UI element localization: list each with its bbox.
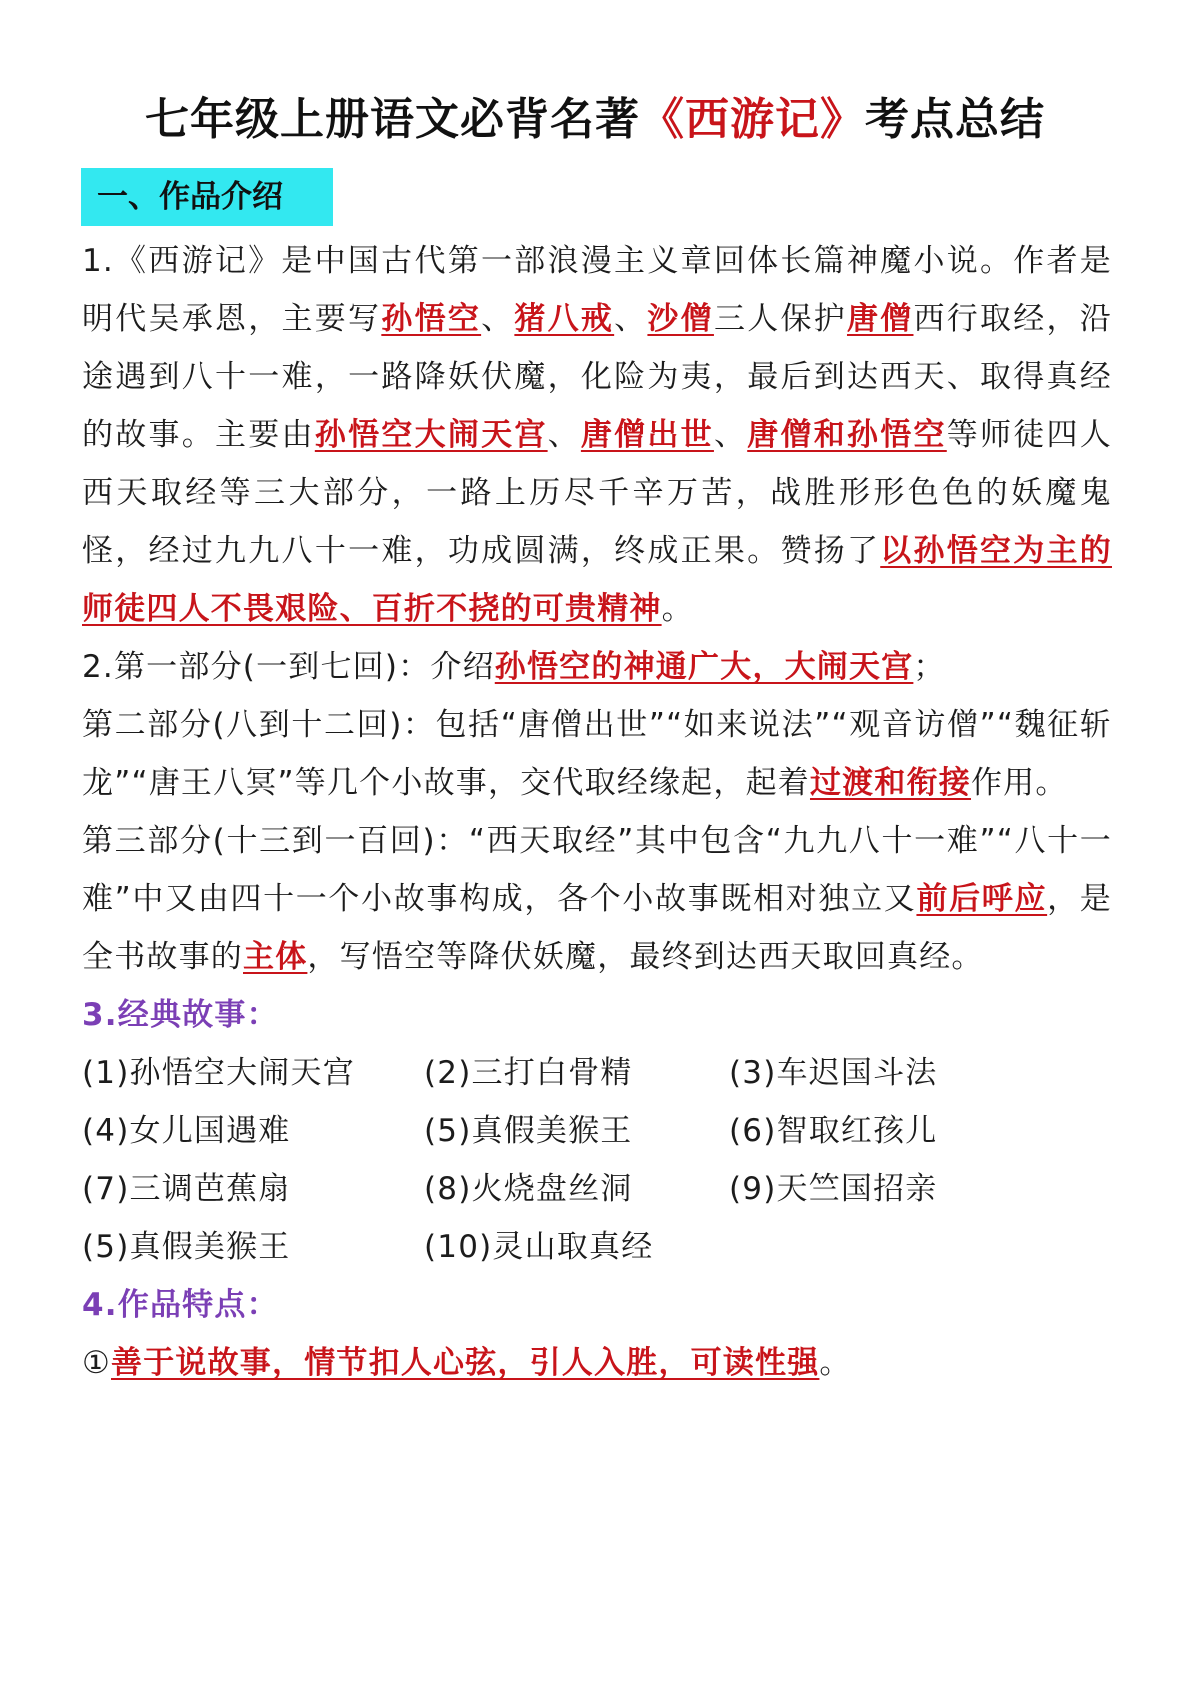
story-item: (8)火烧盘丝洞 (424, 1171, 633, 1207)
paragraph-part-two: 第二部分(八到十二回)：包括“唐僧出世”“如来说法”“观音访僧”“魏征斩龙”“唐王八冥”等几个小故事，交代取经缘起，起着过渡和衔接作用。 (82, 707, 1112, 801)
story-item: (7)三调芭蕉扇 (82, 1171, 291, 1207)
paragraph-part-one: 2.第一部分(一到七回)：介绍孙悟空的神通广大，大闹天宫； (82, 649, 946, 685)
stories-heading: 3.经典故事： (82, 997, 279, 1033)
story-item: (4)女儿国遇难 (82, 1113, 291, 1149)
story-item: (2)三打白骨精 (424, 1055, 633, 1091)
document-body (82, 232, 1112, 1392)
story-list (82, 1044, 1112, 1276)
story-item: (1)孙悟空大闹天宫 (82, 1055, 355, 1091)
paragraph-overview: 1.《西游记》是中国古代第一部浪漫主义章回体长篇神魔小说。作者是明代吴承恩，主要写孙悟空、猪八戒、沙僧三人保护唐僧西行取经，沿途遇到八十一难，一路降妖伏魔，化险为夷，最后到达西天、取得真经的故事。主要由孙悟空大闹天宫、唐僧出世、唐僧和孙悟空等师徒四人西天取经等三大部分，一路上历尽千辛万苦，战胜形形色色的妖魔鬼怪，经过九九八十一难，功成圆满，终成正果。赞扬了以孙悟空为主的师徒四人不畏艰险、百折不挠的可贵精神。 (82, 243, 1113, 627)
paragraph-part-three: 第三部分(十三到一百回)：“西天取经”其中包含“九九八十一难”“八十一难”中又由四十一个小故事构成，各个小故事既相对独立又前后呼应，是全书故事的主体，写悟空等降伏妖魔，最终到达西天取回真经。 (82, 823, 1112, 975)
section-heading-introduction: 一、作品介绍 (81, 168, 333, 226)
story-item: (6)智取红孩儿 (729, 1113, 938, 1149)
feature-item: ①善于说故事，情节扣人心弦，引人入胜，可读性强。 (82, 1345, 852, 1381)
story-item: (10)灵山取真经 (424, 1229, 654, 1265)
story-item: (3)车迟国斗法 (729, 1055, 938, 1091)
page-title: 七年级上册语文必背名著《西游记》考点总结 (145, 94, 1045, 145)
story-item: (9)天竺国招亲 (729, 1171, 938, 1207)
story-item: (5)真假美猴王 (424, 1113, 633, 1149)
features-heading: 4.作品特点： (82, 1287, 279, 1323)
story-item: (5)真假美猴王 (82, 1229, 291, 1265)
